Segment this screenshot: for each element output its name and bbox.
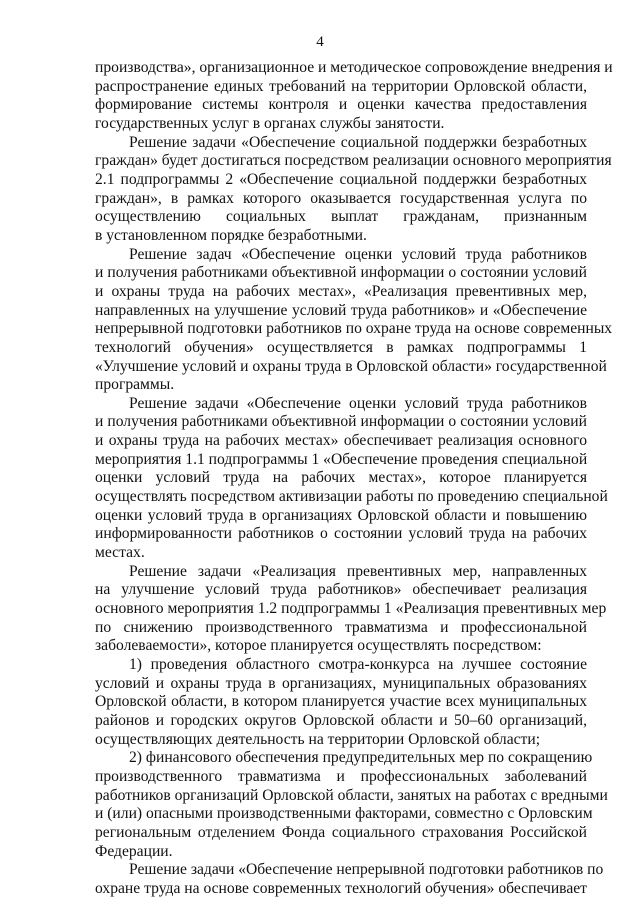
- text-line: граждан», в рамках которого оказывается государственная услуга по: [95, 189, 587, 207]
- text-line: осуществляющих деятельность на территории Орловской области;: [95, 730, 541, 748]
- text-line: местах.: [95, 544, 145, 562]
- text-line: граждан» будет достигаться посредством реализации основного мероприятия: [95, 152, 612, 170]
- text-line: государственных услуг в органах службы занятости.: [95, 114, 445, 132]
- text-line: технологий обучения» осуществляется в рамках подпрограммы 1: [95, 338, 587, 356]
- text-line: производственного травматизма и профессиональных заболеваний: [95, 767, 587, 785]
- text-line: региональным отделением Фонда социального страхования Российской: [95, 823, 587, 841]
- text-line: по снижению производственного травматизма и профессиональной: [95, 618, 587, 636]
- text-line: мероприятия 1.1 подпрограммы 1 «Обеспечение проведения специальной: [95, 450, 588, 468]
- text-line: 2.1 подпрограммы 2 «Обеспечение социальной поддержки безработных: [95, 170, 587, 188]
- text-line: районов и городских округов Орловской области и 50–60 организаций,: [95, 711, 587, 729]
- text-line: Решение задачи «Обеспечение социальной поддержки безработных: [129, 133, 587, 151]
- text-line: производства», организационное и методическое сопровождение внедрения и: [95, 59, 613, 76]
- text-line: непрерывной подготовки работников по охране труда на основе современных: [95, 320, 613, 338]
- text-line: и охраны труда на рабочих местах», «Реализация превентивных мер,: [95, 282, 587, 300]
- text-line: условий и охраны труда в организациях, муниципальных образованиях: [95, 674, 587, 692]
- text-line: заболеваемости», которое планируется осуществлять посредством:: [95, 637, 542, 655]
- text-line: формирование системы контроля и оценки качества предоставления: [95, 96, 587, 114]
- text-line: осуществлению социальных выплат гражданам, признанным: [95, 208, 587, 226]
- text-line: программы.: [95, 376, 175, 394]
- text-line: направленных на улучшение условий труда работников» и «Обеспечение: [95, 301, 587, 319]
- text-line: 1) проведения областного смотра-конкурса на лучшее состояние: [129, 656, 587, 673]
- text-line: охране труда на основе современных технологий обучения» обеспечивает: [95, 879, 587, 897]
- body-text: [95, 59, 613, 899]
- text-line: и охраны труда на рабочих местах» обеспечивает реализация основного: [95, 432, 587, 450]
- text-line: в установленном порядке безработными.: [95, 226, 367, 244]
- text-line: 2) финансового обеспечения предупредительных мер по сокращению: [129, 749, 593, 767]
- text-line: Решение задач «Обеспечение оценки условий труда работников: [129, 245, 587, 263]
- text-line: осуществлять посредством активизации работы по проведению специальной: [95, 488, 608, 506]
- text-line: работников организаций Орловской области, занятых на работах с вредными: [95, 786, 608, 804]
- text-line: Орловской области, в котором планируется участие всех муниципальных: [95, 693, 587, 711]
- text-line: основного мероприятия 1.2 подпрограммы 1 «Реализация превентивных мер: [95, 600, 607, 618]
- text-line: «Улучшение условий и охраны труда в Орловской области» государственной: [95, 357, 607, 375]
- text-line: распространение единых требований на территории Орловской области,: [95, 77, 587, 95]
- text-line: и получения работниками объективной информации о состоянии условий: [95, 413, 587, 431]
- text-line: Решение задачи «Реализация превентивных мер, направленных: [129, 562, 587, 580]
- text-line: и (или) опасными производственными факторами, совместно с Орловским: [95, 805, 593, 823]
- page-number: 4: [316, 34, 324, 50]
- text-line: на улучшение условий труда работников» обеспечивает реализация: [95, 581, 587, 599]
- text-line: Федерации.: [95, 842, 173, 860]
- text-line: оценки условий труда в организациях Орловской области и повышению: [95, 506, 587, 524]
- text-line: Решение задачи «Обеспечение оценки условий труда работников: [129, 394, 587, 412]
- text-line: информированности работников о состоянии условий труда на рабочих: [95, 525, 587, 543]
- text-line: Решение задачи «Обеспечение непрерывной подготовки работников по: [129, 861, 604, 879]
- text-line: и получения работниками объективной информации о состоянии условий: [95, 264, 587, 282]
- text-line: оценки условий труда на рабочих местах», которое планируется: [95, 469, 587, 487]
